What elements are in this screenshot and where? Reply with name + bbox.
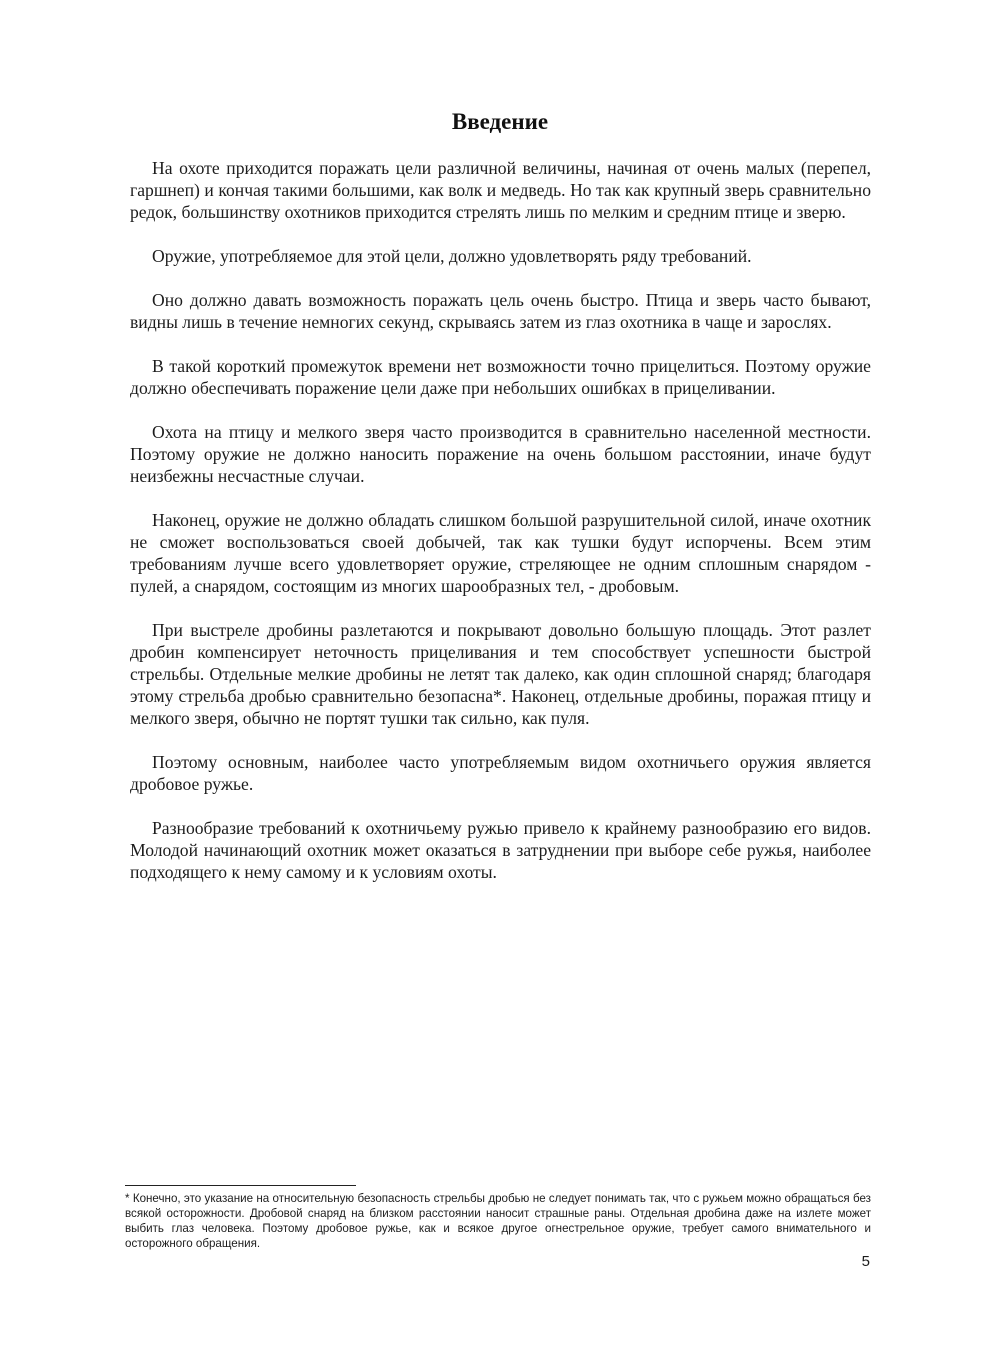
paragraph: Разнообразие требований к охотничьему ружью привело к крайнему разнообразию его видов. Молодой начинающий охотник может оказаться в затруднении при выборе себе ружья, наиболее подходящего к нему самому и к условиям охоты. [130,818,871,882]
footnote-divider [125,1185,356,1186]
paragraph: Оружие, употребляемое для этой цели, должно удовлетворять ряду требований. [152,246,752,266]
body-text [130,157,871,905]
page-number: 5 [861,1253,870,1270]
paragraph: Оно должно давать возможность поражать цель очень быстро. Птица и зверь часто бывают, видны лишь в течение немногих секунд, скрываясь затем из глаз охотника в чаще и зарослях. [130,290,871,332]
paragraph: На охоте приходится поражать цели различной величины, начиная от очень малых (перепел, гаршнеп) и кончая такими большими, как волк и медведь. Но так как крупный зверь сравнительно редок, большинству охотников приходится стрелять лишь по мелким и средним птице и зверю. [130,158,871,222]
paragraph: В такой короткий промежуток времени нет возможности точно прицелиться. Поэтому оружие должно обеспечивать поражение цели даже при небольших ошибках в прицеливании. [130,356,871,398]
paragraph: Охота на птицу и мелкого зверя часто производится в сравнительно населенной местности. Поэтому оружие не должно наносить поражение на очень большом расстоянии, иначе будут неизбежны несчастные случаи. [130,422,871,486]
footnote: * Конечно, это указание на относительную безопасность стрельбы дробью не следует понимать так, что с ружьем можно обращаться без всякой осторожности. Дробовой снаряд на близком расстоянии наносит страшные раны. Отдельная дробина даже на излете может выбить глаз человека. Поэтому дробовое ружье, как и всякое другое огнестрельное оружие, требует самого внимательного и осторожного обращения. [125,1192,871,1250]
paragraph: Наконец, оружие не должно обладать слишком большой разрушительной силой, иначе охотник не сможет воспользоваться своей добычей, так как тушки будут испорчены. Всем этим требованиям лучше всего удовлетворяет оружие, стреляющее не одним сплошным снарядом - пулей, а снарядом, состоящим из многих шарообразных тел, - дробовым. [130,510,871,596]
page-title: Введение [451,109,549,134]
paragraph: При выстреле дробины разлетаются и покрывают довольно большую площадь. Этот разлет дробин компенсирует неточность прицеливания и тем способствует успешности быстрой стрельбы. Отдельные мелкие дробины не летят так далеко, как один сплошной снаряд; благодаря этому стрельба дробью сравнительно безопасна*. Наконец, отдельные дробины, поражая птицу и мелкого зверя, обычно не портят тушки так сильно, как пуля. [130,620,871,728]
paragraph: Поэтому основным, наиболее часто употребляемым видом охотничьего оружия является дробовое ружье. [130,752,871,794]
